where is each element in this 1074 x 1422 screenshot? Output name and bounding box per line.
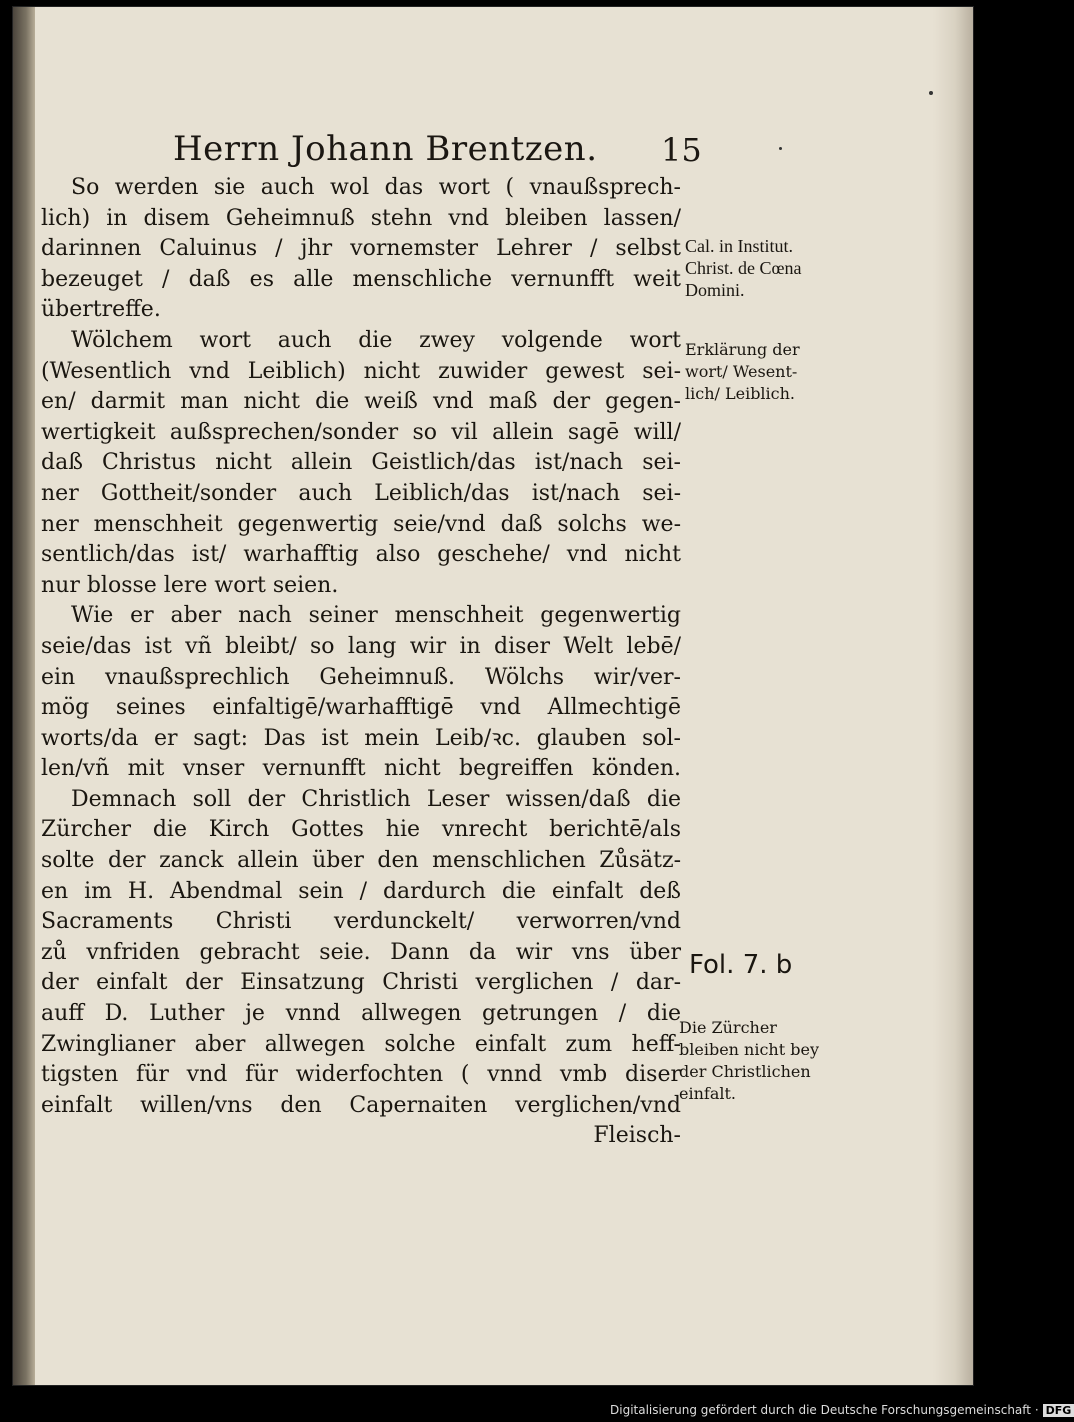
text-line: en/ darmit man nicht die weiß vnd maß der gegen- [41, 389, 681, 415]
page-gutter-shadow [13, 7, 35, 1385]
marginal-line: Die Zürcher [679, 1018, 777, 1037]
running-head: Herrn Johann Brentzen. [173, 129, 598, 169]
page-edge [933, 7, 973, 1385]
text-line: auff D. Luther je vnnd allwegen getrungen / die [41, 1001, 681, 1027]
text-line: ein vnaußsprechlich Geheimnuß. Wölchs wir/ver- [41, 664, 681, 690]
marginal-line: wort/ Wesent- [685, 362, 798, 381]
text-line: seie/das ist vñ bleibt/ so lang wir in diser Welt lebē/ [41, 633, 681, 659]
text-line: Zwinglianer aber allwegen solche einfalt zum heff- [41, 1031, 681, 1057]
text-line: len/vñ mit vnser vernunfft nicht begreiffen könden. [41, 756, 681, 782]
text-line: nur blosse lere wort seien. [41, 572, 339, 598]
marginal-note-erklaerung [685, 339, 800, 405]
marginal-note-zuercher [679, 1017, 819, 1105]
text-line: Wie er aber nach seiner menschheit gegenwertig [71, 603, 681, 629]
text-line: Demnach soll der Christlich Leser wissen/daß die [71, 786, 681, 812]
marginal-line: Christ. de Cœna [685, 258, 802, 278]
text-line: bezeuget / daß es alle menschliche vernunfft weit [41, 266, 681, 292]
marginal-line: Cal. in Institut. [685, 236, 793, 256]
text-line: mög seines einfaltigē/warhafftigē vnd Allmechtigē [41, 695, 681, 721]
text-line: lich) in disem Geheimnuß stehn vnd bleiben lassen/ [41, 205, 681, 231]
text-line: Wölchem wort auch die zwey volgende wort [71, 327, 681, 353]
body-text [41, 173, 681, 1152]
text-line: wertigkeit außsprechen/sonder so vil allein sagē will/ [41, 419, 681, 445]
text-line: der einfalt der Einsatzung Christi verglichen / dar- [41, 970, 681, 996]
marginal-note-calvin [685, 235, 802, 301]
text-line: sentlich/das ist/ warhafftig also geschehe/ vnd nicht [41, 542, 681, 568]
text-line: darinnen Caluinus / jhr vornemster Lehrer / selbst [41, 236, 681, 262]
ink-speck [779, 147, 782, 150]
text-line: So werden sie auch wol das wort ( vnaußsprech- [71, 175, 681, 200]
text-line: einfalt willen/vns den Capernaiten verglichen/vnd [41, 1092, 681, 1118]
text-line: en im H. Abendmal sein / dardurch die einfalt deß [41, 878, 681, 904]
marginal-line: einfalt. [679, 1084, 736, 1103]
marginal-line: der Christlichen [679, 1062, 811, 1081]
catchword: Fleisch- [593, 1123, 681, 1149]
text-line: solte der zanck allein über den menschlichen Zůsätz- [41, 848, 681, 874]
marginal-line: lich/ Leiblich. [685, 384, 796, 403]
text-line: tigsten für vnd für widerfochten ( vnnd vmb diser [41, 1062, 681, 1088]
text-line: Sacraments Christi verdunckelt/ verworren/vnd [41, 909, 681, 935]
text-line: (Wesentlich vnd Leiblich) nicht zuwider gewest sei- [41, 358, 681, 384]
scanned-page [12, 6, 974, 1386]
digitization-credit [610, 1403, 1074, 1417]
text-line: Zürcher die Kirch Gottes hie vnrecht berichtē/als [41, 817, 681, 843]
text-line: ner menschheit gegenwertig seie/vnd daß solchs we- [41, 511, 681, 537]
folio-number: 15 [661, 131, 702, 169]
text-line: zů vnfriden gebracht seie. Dann da wir vns über [41, 939, 681, 965]
marginal-line: bleiben nicht bey [679, 1040, 819, 1059]
text-line: worts/da er sagt: Das ist mein Leib/ꝛc. glauben sol- [41, 725, 681, 751]
marginal-line: Domini. [685, 280, 745, 300]
ink-speck [929, 91, 933, 95]
marginal-note-folio-ref: Fol. 7. b [689, 950, 793, 980]
text-line: ner Gottheit/sonder auch Leiblich/das ist/nach sei- [41, 480, 681, 506]
credit-text: Digitalisierung gefördert durch die Deutsche Forschungsgemeinschaft · [610, 1403, 1039, 1417]
marginal-line: Erklärung der [685, 340, 800, 359]
dfg-logo: DFG [1043, 1404, 1074, 1417]
text-line: übertreffe. [41, 297, 161, 323]
text-line: daß Christus nicht allein Geistlich/das ist/nach sei- [41, 450, 681, 476]
